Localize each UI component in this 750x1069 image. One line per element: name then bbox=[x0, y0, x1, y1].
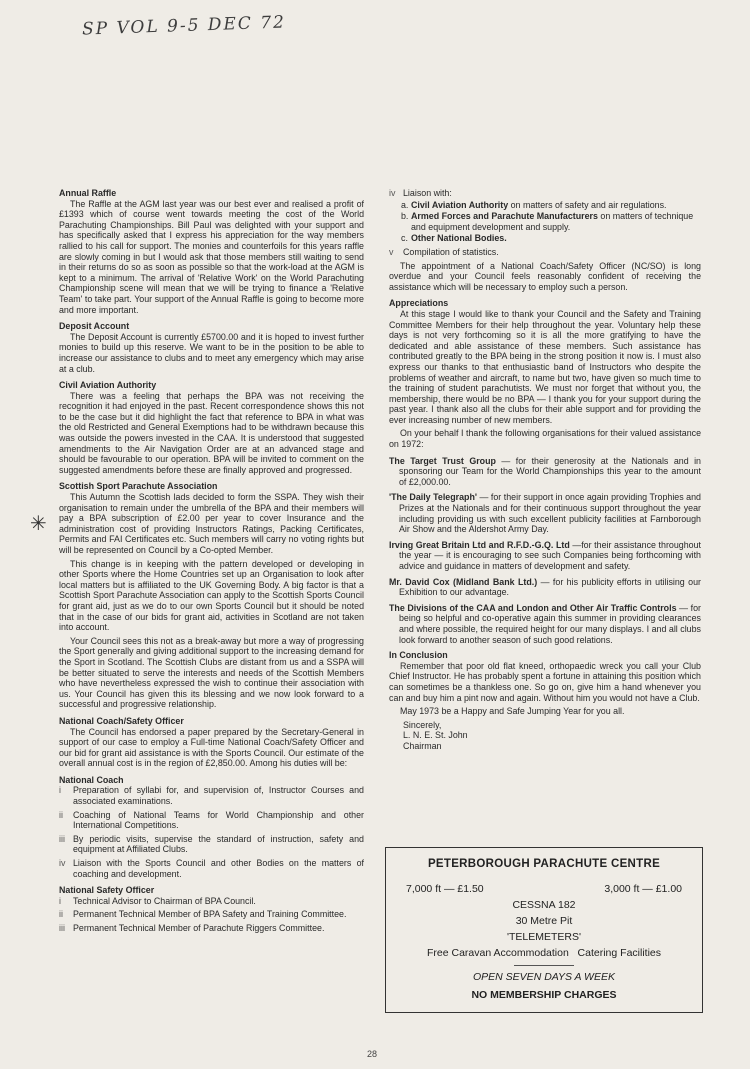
list-item: iii By periodic visits, supervise the standard of instruction, safety and equipment at Affiliated Clubs. bbox=[59, 833, 364, 855]
section-heading: Annual Raffle bbox=[59, 188, 117, 198]
list-item: i Technical Advisor to Chairman of BPA Council. bbox=[59, 895, 256, 906]
national-safety-section bbox=[59, 885, 364, 933]
thanks-entry: The Divisions of the CAA and London and Other Air Traffic Controls — for being so helpful and co-operative again this summer in providing clearances and where possible, the required height for our many displays. I and all clubs look forward to another season of such good relations. bbox=[389, 602, 701, 645]
deposit-account-section bbox=[59, 321, 364, 374]
annual-raffle-section bbox=[59, 188, 364, 315]
paragraph: At this stage I would like to thank your Council and the Safety and Training Committee Members for their help throughout the year. Voluntary help these days is not very forthcoming so it is all the more gratifying to have the dedicated and able assistance of these members. Such assistance has contributed greatly to the BPA being in the strong position it now is. I must also express our thanks to that enthusiastic band of Instructors who despite the problems of weather and aircraft, to name but two, have given so much time to the training of student parachutists. We must nor forget that without you, the membership, there would be no BPA — I thank you for your support during the past year. I thank also all the clubs for their able support and for providing the ever increasing number of new members. bbox=[389, 308, 701, 425]
list-item: ii Coaching of National Teams for World Championship and other International Competitions. bbox=[59, 809, 364, 831]
appointment-paragraph: The appointment of a National Coach/Safety Officer (NC/SO) is long overdue and your Council feels reasonably confident of receiving the assistance which will be necessary to employ such a person. bbox=[389, 260, 701, 292]
list-item: v Compilation of statistics. bbox=[389, 246, 499, 257]
ad-opening-hours: OPEN SEVEN DAYS A WEEK bbox=[473, 971, 615, 983]
sub-list-item: c. Other National Bodies. bbox=[401, 233, 507, 244]
section-heading: In Conclusion bbox=[389, 650, 448, 661]
section-heading: National Coach bbox=[59, 774, 124, 785]
list-item: i Preparation of syllabi for, and supervision of, Instructor Courses and associated examinations. bbox=[59, 785, 364, 807]
section-heading: Civil Aviation Authority bbox=[59, 380, 157, 391]
paragraph: The Raffle at the AGM last year was our best ever and realised a profit of £1393 which of course went towards meeting the cost of the World Parachuting Championships. Bill Paul was delighted with your support and has specifically asked that I express his appreciation for the way members rallied to his call for support. The monies and counterfoils for this years raffle are slowly coming in but I would ask that those members still waiting to send in their returns do so as soon as possible so that the work-load at the AGM is kept to a minimum. The arrival of 'Relative Work' on the World Parachuting Championship scene will mean that we will be trying to finance a 'Relative Team' to take part. Your support of the Annual Raffle is going to become more and more important. bbox=[59, 198, 364, 315]
appreciations-section bbox=[389, 298, 701, 449]
price-high: 7,000 ft — £1.50 bbox=[406, 883, 484, 895]
coach-safety-section bbox=[59, 716, 364, 769]
thanks-entry: Mr. David Cox (Midland Bank Ltd.) — for his publicity efforts in utilising our Exhibition to our advantage. bbox=[389, 576, 701, 598]
section-heading: National Coach/Safety Officer bbox=[59, 715, 184, 726]
list-item: ii Permanent Technical Member of BPA Safety and Training Committee. bbox=[59, 909, 347, 920]
margin-mark: ✳ bbox=[30, 511, 47, 535]
list-item: iii Permanent Technical Member of Parachute Riggers Committee. bbox=[59, 923, 325, 933]
ad-prices bbox=[386, 883, 702, 895]
paragraph: May 1973 be a Happy and Safe Jumping Year for you all. bbox=[400, 706, 625, 717]
ad-line: 'TELEMETERS' bbox=[506, 931, 582, 943]
sign-off: Sincerely, bbox=[403, 719, 442, 730]
ad-no-membership: NO MEMBERSHIP CHARGES bbox=[471, 989, 617, 1001]
sub-list-item: b. Armed Forces and Parachute Manufacturers on matters of technique and equipment development and supply. bbox=[401, 211, 694, 232]
section-heading: Scottish Sport Parachute Association bbox=[59, 481, 218, 492]
paragraph: On your behalf I thank the following organisations for their valued assistance on 1972: bbox=[389, 428, 701, 450]
paragraph: This change is in keeping with the pattern developed or developing in other Sports where the Home Countries set up an Organisation to look after local matters but is affiliated to the UK Governing Body. A big factor is that a Scottish Sport Parachute Association can apply to the Scottish Sports Council for grant aid, just as we do to our own Sports Council but it should be noted that in the case of our bids for grant aid, activities in Scotland are not taken into account. bbox=[59, 558, 364, 633]
handwritten-annotation: SP VOL 9-5 DEC 72 bbox=[81, 12, 287, 40]
ad-line: CESSNA 182 bbox=[512, 899, 576, 911]
signatory-title: Chairman bbox=[403, 740, 442, 751]
section-heading: National Safety Officer bbox=[59, 885, 155, 896]
paragraph: Your Council sees this not as a break-away but more a way of progressing the Sport generally and giving additional support to the increasing demand for the Sport in Scotland. The Scottish Clubs are distant from us and a SSPA will be better situated to serve the interests and needs of the Scottish Members who have nevertheless expressed the wish to continue their association with us. Your Council has given this its blessing and we now look forward to a successful and progressive relationship. bbox=[59, 635, 364, 710]
left-column bbox=[59, 188, 364, 940]
thanks-entry: Irving Great Britain Ltd and R.F.D.-G.Q. Ltd —for their assistance throughout the year — it is encouraging to see such Companies being forthcoming with advice and guidance in matters of development and safety. bbox=[389, 539, 701, 571]
thanks-entry: 'The Daily Telegraph' — for their support in once again providing Trophies and Prizes at the Nationals and for their continuous support throughout the year including providing us with such excellent publicity facilities at Farnborough Air Show and the Aldershot Army Day. bbox=[389, 492, 701, 535]
divider bbox=[514, 965, 574, 966]
ad-line: 30 Metre Pit bbox=[515, 915, 573, 927]
thanks-entry: The Target Trust Group — for their generosity at the Nationals and in sponsoring our Team for the World Championships this year to the amount of £2,000.00. bbox=[389, 455, 701, 487]
section-heading: Deposit Account bbox=[59, 321, 130, 332]
price-low: 3,000 ft — £1.00 bbox=[604, 883, 682, 895]
list-item: iv Liaison with: bbox=[389, 188, 452, 198]
paragraph: This Autumn the Scottish lads decided to form the SSPA. They wish their organisation to remain under the umbrella of the BPA and their members will pay a BPA subscription of £2.00 per year to cover Insurance and the administration cost of providing Instructors Ratings, Packing Certificates, Permits and FAI Certificates etc. Such members will carry no voting rights but will be represented on Council by a Co-opted Member. bbox=[59, 492, 364, 555]
ad-title: PETERBOROUGH PARACHUTE CENTRE bbox=[427, 858, 661, 870]
sub-list-item: a. Civil Aviation Authority on matters of safety and air regulations. bbox=[401, 199, 667, 210]
paragraph: Remember that poor old flat kneed, orthopaedic wreck you call your Club Chief Instructor. He has probably spent a fortune in attaining this position which can sometimes be a thankless one. So go on, give him a hand whenever you can and buy him a pint now and again. Without him you would not have a Club. bbox=[389, 660, 701, 703]
page-number: 28 bbox=[367, 1049, 378, 1059]
list-item: iv Liaison with the Sports Council and other Bodies on the matters of coaching and development. bbox=[59, 858, 364, 879]
conclusion-section bbox=[389, 650, 701, 751]
section-heading: Appreciations bbox=[389, 298, 449, 309]
signatory-name: L. N. E. St. John bbox=[403, 730, 468, 741]
civil-aviation-section bbox=[59, 380, 364, 475]
advertisement-box bbox=[385, 847, 703, 1013]
national-coach-section bbox=[59, 775, 364, 879]
paragraph: The Council has endorsed a paper prepared by the Secretary-General in support of our case to employ a Full-time National Coach/Safety Officer and our bid for grant aid assistance is with the Sports Council. Our estimate of the overall annual cost is in the region of £2,850.00. Among his duties will be: bbox=[59, 726, 364, 769]
right-column bbox=[389, 188, 701, 758]
scottish-section bbox=[59, 481, 364, 709]
paragraph: The Deposit Account is currently £5700.00 and it is hoped to invest further monies to build up this reserve. We want to be in the position to be able to increase our assistance to clubs and to meet any emergency which may arise at a club. bbox=[59, 331, 364, 374]
ad-line: Free Caravan Accommodation Catering Facilities bbox=[426, 947, 661, 959]
paragraph: There was a feeling that perhaps the BPA was not receiving the recognition it had enjoyed in the past. Recent correspondence shows this not to be the case but it did highlight the fact that reference to BPA in what was the old Restricted and General Exemptions had to be withdrawn because this was outside the powers invested in the CAA. It is understood that suggested amendments to the Air Navigation Order are at an advanced stage and should be favourable to our operation. BPA will be invited to comment on the suggested amendments before these are finally approved and progressed. bbox=[59, 390, 364, 475]
